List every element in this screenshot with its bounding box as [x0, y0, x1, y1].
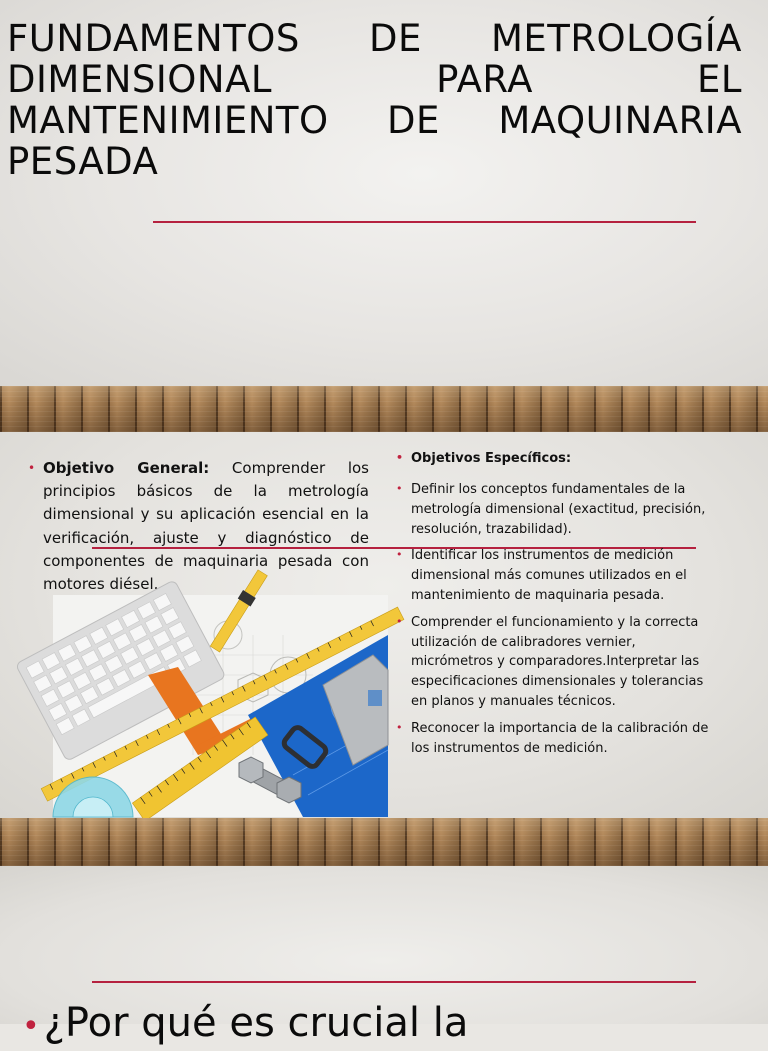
general-objective-text: Comprender los principios básicos de la metrología dimensional y su aplicación esencial en la verificación, ajuste y diagnóstico de componentes de maquinaria pesada con motores diésel. [43, 459, 369, 594]
list-item-text: Reconocer la importancia de la calibración de los instrumentos de medición. [411, 720, 709, 756]
specific-objectives [396, 450, 716, 765]
general-objective-label: Objetivo General: [43, 459, 210, 477]
slide-title-text: FUNDAMENTOS DE METROLOGÍA DIMENSIONAL PARA EL MANTENIMIENTO DE MAQUINARIA PESADA [7, 17, 742, 183]
list-item [396, 480, 716, 539]
question-divider [92, 981, 696, 983]
question-text: ¿Por qué es crucial la [43, 1000, 469, 1046]
specific-objectives-title [396, 450, 716, 468]
bullet-dot-icon: • [396, 720, 403, 734]
bullet-dot-icon: • [28, 461, 36, 475]
bullet-dot-icon: • [22, 1009, 40, 1044]
list-item-text: Definir los conceptos fundamentales de la metrología dimensional (exactitud, precisión, resolución, trazabilidad). [411, 482, 706, 537]
measuring-tools-illustration [53, 595, 388, 817]
slide-title [0, 0, 768, 386]
measuring-tools-image [53, 595, 388, 817]
bullet-dot-icon: • [396, 482, 403, 495]
list-item [396, 613, 716, 712]
list-item-text: Comprender el funcionamiento y la correcta utilización de calibradores vernier, micrómetros y comparadores.Interpretar las especificaciones dimensionales y tolerancias en planos y manuales técnicos. [411, 614, 704, 709]
general-objective-paragraph [28, 457, 369, 596]
list-item-text: Identificar los instrumentos de medición dimensional más comunes utilizados en el mantenimiento de maquinaria pesada. [411, 548, 687, 603]
wood-floor-separator [0, 386, 768, 432]
specific-objectives-title-text: Objetivos Específicos: [411, 451, 572, 466]
bullet-dot-icon: • [396, 548, 403, 562]
slide-objectives [0, 432, 768, 818]
wood-floor-separator [0, 818, 768, 866]
slide-question [0, 866, 768, 1046]
list-item [396, 546, 716, 605]
bullet-dot-icon: • [396, 451, 404, 464]
list-item [396, 719, 716, 759]
bullet-dot-icon: • [396, 614, 403, 628]
title-divider [153, 221, 696, 223]
question-heading [22, 999, 468, 1051]
general-objective [28, 457, 369, 596]
